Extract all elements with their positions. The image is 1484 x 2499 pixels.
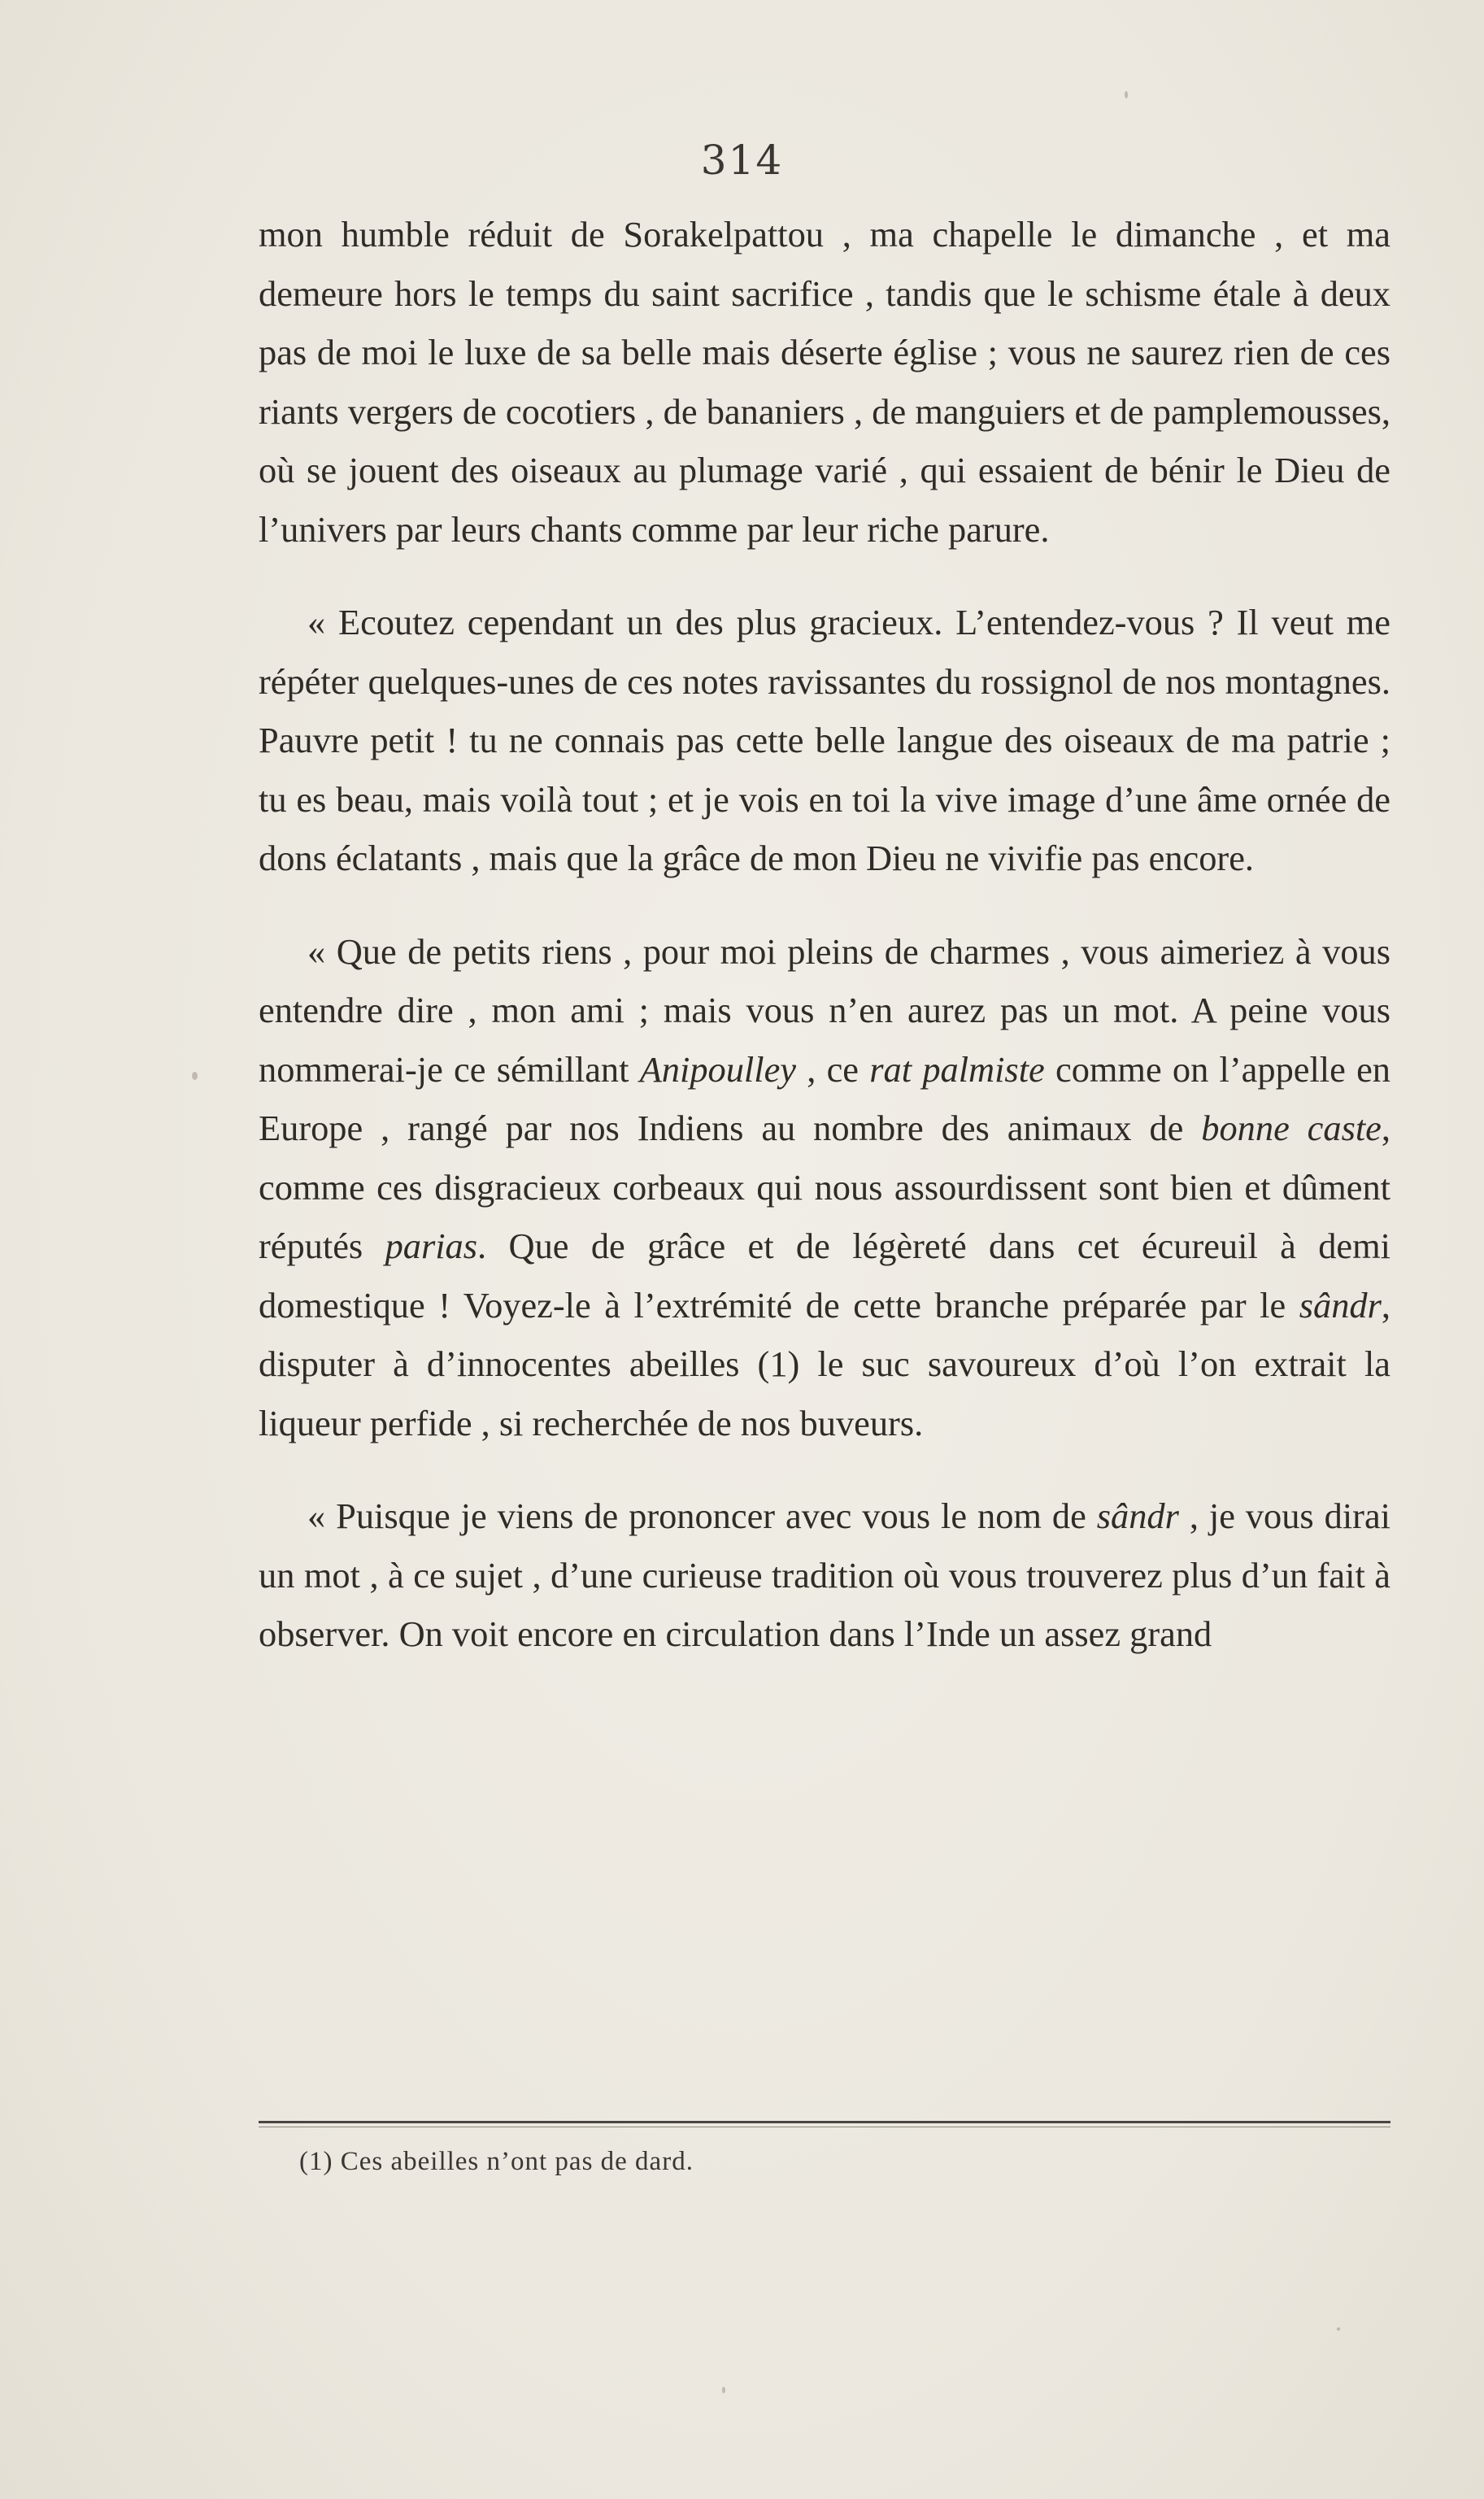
- text-run: mon humble réduit de Sorakelpattou , ma chapelle le dimanche , et ma demeure hors le temps du saint sacrifice , tandis que le schisme étale à deux pas de moi le luxe de sa belle mais déserte église ; vous ne saurez rien de ces riants vergers de cocotiers , de bananiers , de manguiers et de pamplemousses, où se jouent des oiseaux au plumage varié , qui essaient de bénir le Dieu de l’univers par leurs chants comme par leur riche parure.: [259, 214, 1390, 550]
- paper-speck: [192, 1072, 198, 1080]
- italic-term: bonne caste: [1201, 1108, 1382, 1148]
- page-number: 314: [700, 137, 784, 184]
- body-text: [259, 205, 1390, 1664]
- text-run: , comme ces disgracieux corbeaux qui nous assourdissent sont bien et dûment réputés: [259, 1108, 1390, 1266]
- paper-speck: [1337, 2327, 1340, 2331]
- text-run: « Que de petits riens , pour moi pleins de charmes , vous aimeriez à vous entendre dire , mon ami ; mais vous n’en aurez pas un mot. A peine vous nommerai-je ce sémillant: [259, 930, 1390, 1090]
- paragraph: [259, 593, 1390, 888]
- footnote-rule: [259, 2121, 1390, 2123]
- text-run: , disputer à d’innocentes abeilles (1) le suc savoureux d’où l’on extrait la liqueur perfide , si recherchée de nos buveurs.: [259, 1284, 1390, 1443]
- italic-term: sândr: [1299, 1284, 1382, 1326]
- italic-term: rat palmiste: [869, 1048, 1045, 1090]
- text-run: comme on l’appelle en Europe , rangé par nos Indiens au nombre des animaux de: [259, 1048, 1390, 1148]
- text-run: « Ecoutez cependant un des plus gracieux. L’entendez-vous ? Il veut me répéter quelques-unes de ces notes ravissantes du rossignol de nos montagnes. Pauvre petit ! tu ne connais pas cette belle langue des oiseaux de ma patrie ; tu es beau, mais voilà tout ; et je vois en toi la vive image d’une âme ornée de dons éclatants , mais que la grâce de mon Dieu ne vivifie pas encore.: [259, 602, 1390, 878]
- paper-speck: [722, 2387, 725, 2393]
- paragraph: [259, 205, 1390, 559]
- text-run: , ce: [796, 1048, 870, 1090]
- text-run: « Puisque je viens de prononcer avec vous le nom de: [307, 1495, 1097, 1536]
- text-run: . Que de grâce et de légèreté dans cet écureuil à demi domestique ! Voyez-le à l’extrémité de cette branche préparée par le: [259, 1226, 1390, 1326]
- italic-term: sândr: [1096, 1495, 1179, 1536]
- paragraph: [259, 1487, 1390, 1664]
- paragraph: [259, 922, 1390, 1453]
- paper-speck: [1125, 91, 1128, 98]
- italic-term: Anipoulley: [639, 1048, 796, 1090]
- footnote: (1) Ces abeilles n’ont pas de dard.: [299, 2147, 694, 2176]
- italic-term: parias: [385, 1226, 478, 1266]
- text-run: , je vous dirai un mot , à ce sujet , d’une curieuse tradition où vous trouverez plus d’un fait à observer. On voit encore en circulation dans l’Inde un assez grand: [259, 1495, 1390, 1654]
